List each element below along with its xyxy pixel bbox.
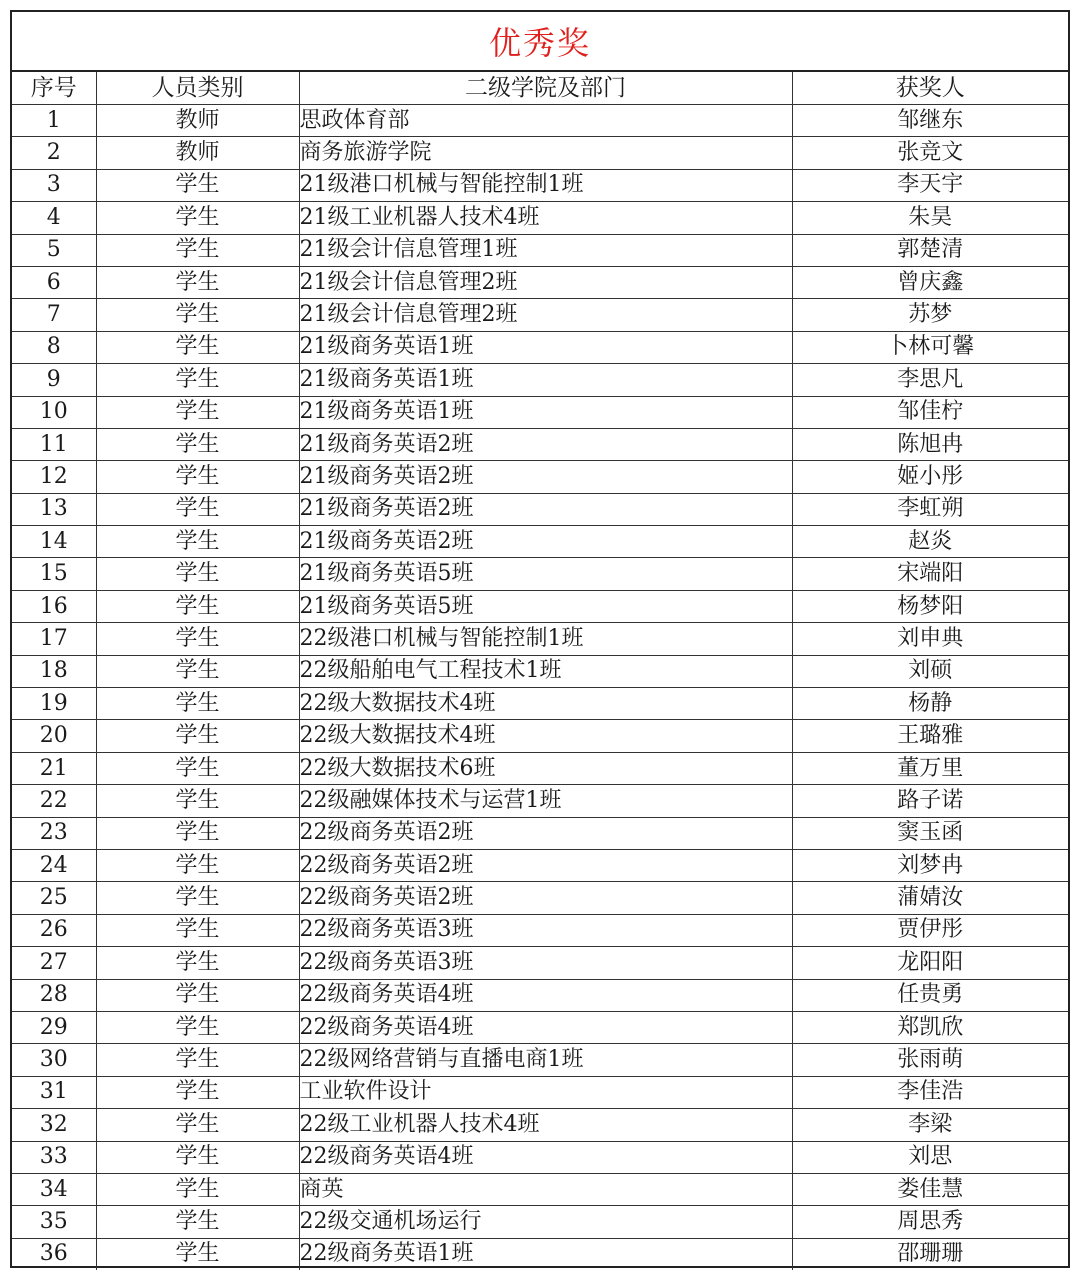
row-number: 15 [12, 558, 96, 590]
person-category: 教师 [96, 105, 299, 137]
department: 21级商务英语5班 [299, 558, 792, 590]
department: 21级商务英语5班 [299, 590, 792, 622]
winner-name: 宋端阳 [792, 558, 1068, 590]
person-category: 学生 [96, 1173, 299, 1205]
winner-name: 刘申典 [792, 623, 1068, 655]
department: 21级商务英语2班 [299, 461, 792, 493]
winner-name: 邵珊珊 [792, 1238, 1068, 1270]
header-row [12, 72, 1068, 105]
department: 22级商务英语2班 [299, 882, 792, 914]
winner-name: 董万里 [792, 752, 1068, 784]
table-row [12, 1238, 1068, 1270]
table-row [12, 849, 1068, 881]
table-row [12, 1206, 1068, 1238]
table-row [12, 364, 1068, 396]
row-number: 25 [12, 882, 96, 914]
row-number: 29 [12, 1011, 96, 1043]
table-row [12, 526, 1068, 558]
table-row [12, 1109, 1068, 1141]
row-number: 13 [12, 493, 96, 525]
winner-name: 路子诺 [792, 785, 1068, 817]
winner-name: 李梁 [792, 1109, 1068, 1141]
award-sheet [10, 10, 1070, 1268]
person-category: 学生 [96, 655, 299, 687]
row-number: 12 [12, 461, 96, 493]
department: 22级商务英语1班 [299, 1238, 792, 1270]
row-number: 7 [12, 299, 96, 331]
winner-name: 郭楚清 [792, 234, 1068, 266]
winner-name: 李天宇 [792, 169, 1068, 201]
table-row [12, 234, 1068, 266]
row-number: 9 [12, 364, 96, 396]
person-category: 学生 [96, 1044, 299, 1076]
winner-name: 赵炎 [792, 526, 1068, 558]
person-category: 学生 [96, 234, 299, 266]
awards-table [12, 72, 1068, 1270]
row-number: 6 [12, 266, 96, 298]
winner-name: 刘梦冉 [792, 849, 1068, 881]
row-number: 35 [12, 1206, 96, 1238]
department: 21级港口机械与智能控制1班 [299, 169, 792, 201]
winner-name: 曾庆鑫 [792, 266, 1068, 298]
table-row [12, 914, 1068, 946]
department: 21级会计信息管理2班 [299, 299, 792, 331]
person-category: 学生 [96, 752, 299, 784]
row-number: 5 [12, 234, 96, 266]
person-category: 学生 [96, 947, 299, 979]
table-row [12, 1044, 1068, 1076]
row-number: 33 [12, 1141, 96, 1173]
person-category: 教师 [96, 137, 299, 169]
row-number: 11 [12, 428, 96, 460]
table-row [12, 882, 1068, 914]
winner-name: 邹佳柠 [792, 396, 1068, 428]
table-row [12, 947, 1068, 979]
row-number: 17 [12, 623, 96, 655]
row-number: 36 [12, 1238, 96, 1270]
table-row [12, 105, 1068, 137]
department: 21级商务英语2班 [299, 493, 792, 525]
winner-name: 龙阳阳 [792, 947, 1068, 979]
person-category: 学生 [96, 1238, 299, 1270]
person-category: 学生 [96, 817, 299, 849]
person-category: 学生 [96, 914, 299, 946]
person-category: 学生 [96, 785, 299, 817]
department: 工业软件设计 [299, 1076, 792, 1108]
winner-name: 娄佳慧 [792, 1173, 1068, 1205]
table-row [12, 137, 1068, 169]
department: 思政体育部 [299, 105, 792, 137]
table-row [12, 169, 1068, 201]
person-category: 学生 [96, 623, 299, 655]
winner-name: 蒲婧汝 [792, 882, 1068, 914]
winner-name: 杨静 [792, 688, 1068, 720]
table-row [12, 1011, 1068, 1043]
table-row [12, 655, 1068, 687]
department: 21级会计信息管理1班 [299, 234, 792, 266]
person-category: 学生 [96, 558, 299, 590]
table-row [12, 1076, 1068, 1108]
table-row [12, 720, 1068, 752]
table-row [12, 817, 1068, 849]
person-category: 学生 [96, 169, 299, 201]
department: 21级商务英语2班 [299, 428, 792, 460]
row-number: 32 [12, 1109, 96, 1141]
department: 22级工业机器人技术4班 [299, 1109, 792, 1141]
person-category: 学生 [96, 1076, 299, 1108]
department: 商英 [299, 1173, 792, 1205]
row-number: 21 [12, 752, 96, 784]
table-row [12, 299, 1068, 331]
row-number: 3 [12, 169, 96, 201]
winner-name: 卜林可馨 [792, 331, 1068, 363]
winner-name: 张竞文 [792, 137, 1068, 169]
header-category: 人员类别 [96, 72, 299, 105]
department: 22级商务英语4班 [299, 979, 792, 1011]
row-number: 23 [12, 817, 96, 849]
row-number: 20 [12, 720, 96, 752]
table-row [12, 590, 1068, 622]
header-department: 二级学院及部门 [299, 72, 792, 105]
person-category: 学生 [96, 266, 299, 298]
person-category: 学生 [96, 720, 299, 752]
winner-name: 刘硕 [792, 655, 1068, 687]
department: 22级大数据技术4班 [299, 688, 792, 720]
winner-name: 姬小彤 [792, 461, 1068, 493]
department: 22级商务英语3班 [299, 914, 792, 946]
table-row [12, 396, 1068, 428]
person-category: 学生 [96, 396, 299, 428]
row-number: 27 [12, 947, 96, 979]
row-number: 22 [12, 785, 96, 817]
department: 22级融媒体技术与运营1班 [299, 785, 792, 817]
table-row [12, 979, 1068, 1011]
person-category: 学生 [96, 979, 299, 1011]
row-number: 19 [12, 688, 96, 720]
winner-name: 王璐雅 [792, 720, 1068, 752]
department: 22级船舶电气工程技术1班 [299, 655, 792, 687]
person-category: 学生 [96, 202, 299, 234]
person-category: 学生 [96, 1011, 299, 1043]
table-row [12, 1173, 1068, 1205]
row-number: 1 [12, 105, 96, 137]
department: 22级商务英语4班 [299, 1141, 792, 1173]
row-number: 26 [12, 914, 96, 946]
person-category: 学生 [96, 1109, 299, 1141]
person-category: 学生 [96, 299, 299, 331]
table-row [12, 461, 1068, 493]
person-category: 学生 [96, 461, 299, 493]
row-number: 24 [12, 849, 96, 881]
department: 22级商务英语4班 [299, 1011, 792, 1043]
person-category: 学生 [96, 590, 299, 622]
department: 21级商务英语1班 [299, 396, 792, 428]
table-row [12, 558, 1068, 590]
winner-name: 刘思 [792, 1141, 1068, 1173]
row-number: 16 [12, 590, 96, 622]
table-row [12, 752, 1068, 784]
winner-name: 杨梦阳 [792, 590, 1068, 622]
table-row [12, 331, 1068, 363]
table-body [12, 105, 1068, 1271]
header-no: 序号 [12, 72, 96, 105]
person-category: 学生 [96, 882, 299, 914]
winner-name: 陈旭冉 [792, 428, 1068, 460]
person-category: 学生 [96, 428, 299, 460]
department: 22级港口机械与智能控制1班 [299, 623, 792, 655]
row-number: 31 [12, 1076, 96, 1108]
table-row [12, 202, 1068, 234]
header-winner: 获奖人 [792, 72, 1068, 105]
winner-name: 任贵勇 [792, 979, 1068, 1011]
winner-name: 朱昊 [792, 202, 1068, 234]
department: 21级商务英语2班 [299, 526, 792, 558]
winner-name: 窦玉函 [792, 817, 1068, 849]
row-number: 28 [12, 979, 96, 1011]
person-category: 学生 [96, 849, 299, 881]
row-number: 10 [12, 396, 96, 428]
row-number: 4 [12, 202, 96, 234]
department: 22级交通机场运行 [299, 1206, 792, 1238]
winner-name: 贾伊彤 [792, 914, 1068, 946]
department: 22级大数据技术6班 [299, 752, 792, 784]
row-number: 8 [12, 331, 96, 363]
row-number: 34 [12, 1173, 96, 1205]
table-row [12, 785, 1068, 817]
person-category: 学生 [96, 1206, 299, 1238]
sheet-title: 优秀奖 [12, 12, 1068, 72]
department: 22级商务英语3班 [299, 947, 792, 979]
winner-name: 周思秀 [792, 1206, 1068, 1238]
department: 22级网络营销与直播电商1班 [299, 1044, 792, 1076]
person-category: 学生 [96, 364, 299, 396]
department: 21级工业机器人技术4班 [299, 202, 792, 234]
person-category: 学生 [96, 493, 299, 525]
department: 21级会计信息管理2班 [299, 266, 792, 298]
person-category: 学生 [96, 331, 299, 363]
table-row [12, 428, 1068, 460]
person-category: 学生 [96, 688, 299, 720]
winner-name: 李佳浩 [792, 1076, 1068, 1108]
department: 21级商务英语1班 [299, 331, 792, 363]
winner-name: 李思凡 [792, 364, 1068, 396]
table-row [12, 1141, 1068, 1173]
row-number: 30 [12, 1044, 96, 1076]
winner-name: 张雨萌 [792, 1044, 1068, 1076]
row-number: 14 [12, 526, 96, 558]
winner-name: 郑凯欣 [792, 1011, 1068, 1043]
person-category: 学生 [96, 1141, 299, 1173]
person-category: 学生 [96, 526, 299, 558]
row-number: 2 [12, 137, 96, 169]
table-row [12, 266, 1068, 298]
department: 22级商务英语2班 [299, 817, 792, 849]
table-row [12, 623, 1068, 655]
department: 商务旅游学院 [299, 137, 792, 169]
row-number: 18 [12, 655, 96, 687]
table-row [12, 493, 1068, 525]
winner-name: 李虹朔 [792, 493, 1068, 525]
department: 21级商务英语1班 [299, 364, 792, 396]
winner-name: 邹继东 [792, 105, 1068, 137]
department: 22级商务英语2班 [299, 849, 792, 881]
department: 22级大数据技术4班 [299, 720, 792, 752]
winner-name: 苏梦 [792, 299, 1068, 331]
table-row [12, 688, 1068, 720]
